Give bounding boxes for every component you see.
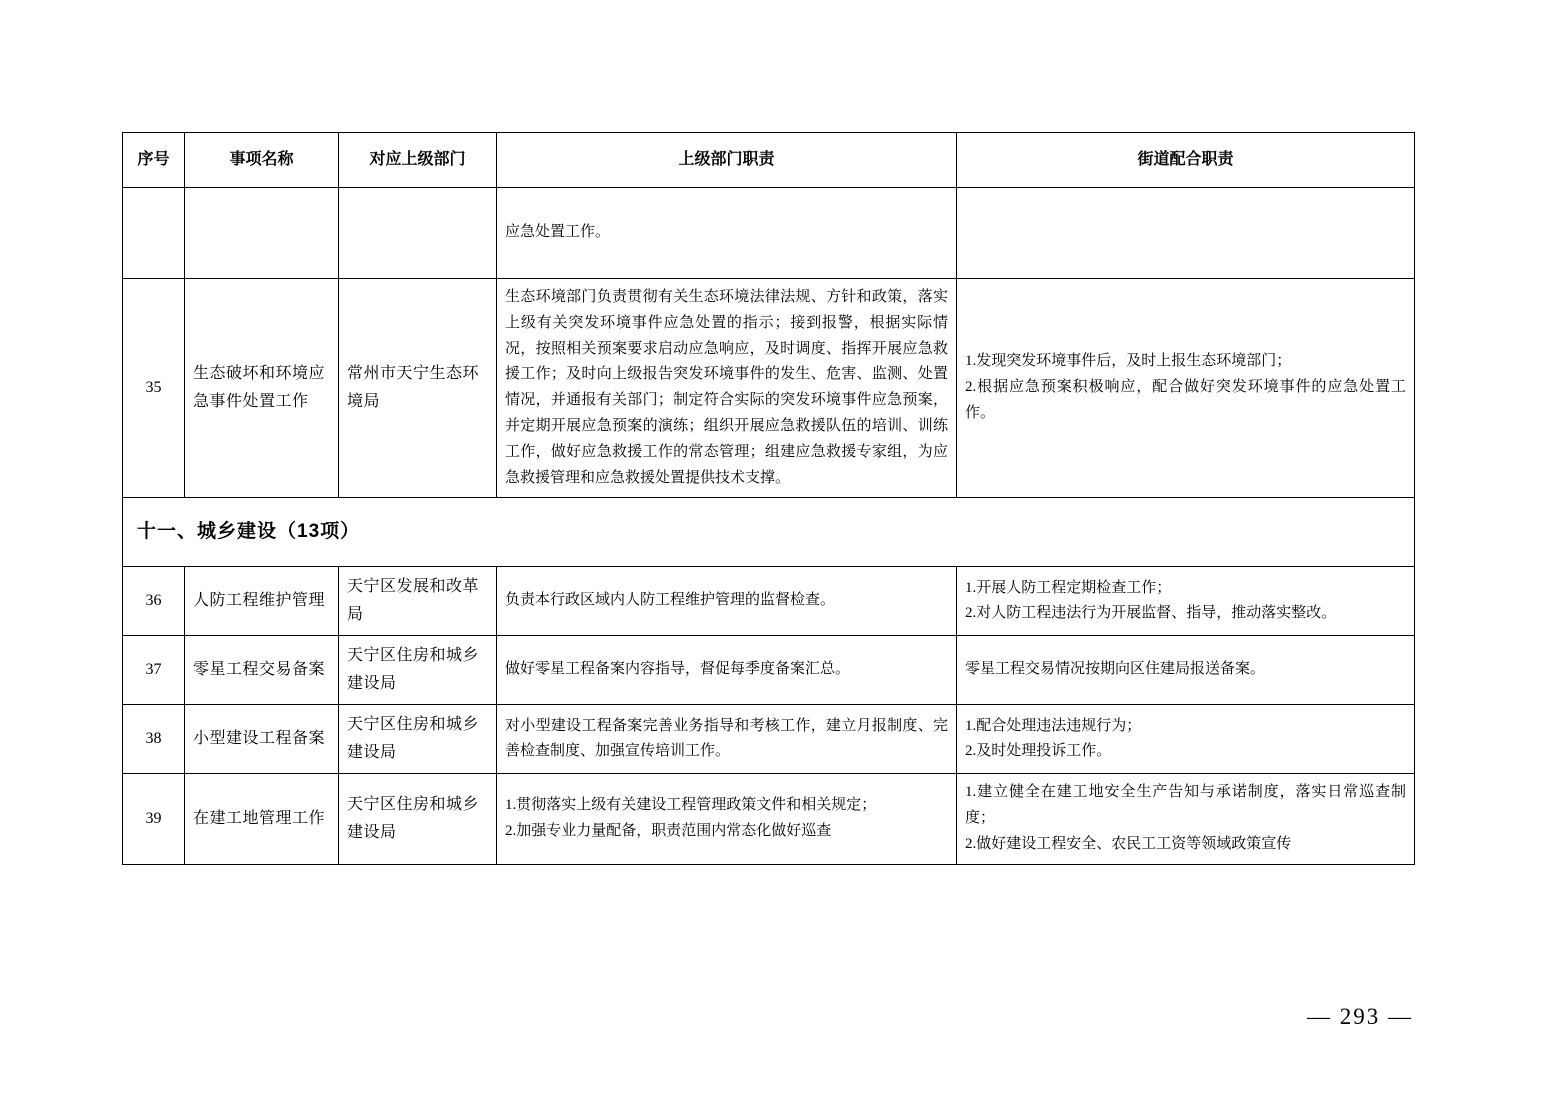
- cell-dept: 常州市天宁生态环境局: [339, 279, 497, 498]
- cell-seq: 35: [123, 279, 185, 498]
- column-header-seq: 序号: [123, 133, 185, 188]
- section-title: 十一、城乡建设: [137, 520, 278, 542]
- cell-name: 人防工程维护管理: [185, 567, 339, 636]
- section-heading-row: [123, 498, 1415, 567]
- cell-seq: [123, 188, 185, 279]
- table-row: [123, 636, 1415, 705]
- table-row: [123, 567, 1415, 636]
- cell-seq: 39: [123, 774, 185, 864]
- cell-street: 1.发现突发环境事件后，及时上报生态环境部门； 2.根据应急预案积极响应，配合做好突发环境事件的应急处置工作。: [957, 279, 1415, 498]
- cell-dept: 天宁区住房和城乡建设局: [339, 705, 497, 774]
- cell-duty: 生态环境部门负责贯彻有关生态环境法律法规、方针和政策，落实上级有关突发环境事件应急处置的指示；接到报警，根据实际情况，按照相关预案要求启动应急响应，及时调度、指挥开展应急救援工作；及时向上级报告突发环境事件的发生、危害、监测、处置情况，并通报有关部门；制定符合实际的突发环境事件应急预案，并定期开展应急预案的演练；组织开展应急救援队伍的培训、训练工作，做好应急救援工作的常态管理；组建应急救援专家组，为应急救援管理和应急救援处置提供技术支撑。: [497, 279, 957, 498]
- cell-name: 生态破坏和环境应急事件处置工作: [185, 279, 339, 498]
- cell-street: 1.配合处理违法违规行为； 2.及时处理投诉工作。: [957, 705, 1415, 774]
- section-heading-cell: [123, 498, 1415, 567]
- cell-dept: 天宁区发展和改革局: [339, 567, 497, 636]
- column-header-duty: 上级部门职责: [497, 133, 957, 188]
- table-row: [123, 705, 1415, 774]
- table-row-continued: [123, 188, 1415, 279]
- cell-name: 小型建设工程备案: [185, 705, 339, 774]
- cell-street: 1.建立健全在建工地安全生产告知与承诺制度，落实日常巡查制度； 2.做好建设工程安全、农民工工资等领域政策宣传: [957, 774, 1415, 864]
- cell-seq: 36: [123, 567, 185, 636]
- cell-duty: 负责本行政区域内人防工程维护管理的监督检查。: [497, 567, 957, 636]
- cell-name: [185, 188, 339, 279]
- section-count: （13项）: [277, 520, 361, 542]
- column-header-name: 事项名称: [185, 133, 339, 188]
- cell-street: 1.开展人防工程定期检查工作； 2.对人防工程违法行为开展监督、指导，推动落实整改。: [957, 567, 1415, 636]
- cell-dept: [339, 188, 497, 279]
- cell-duty: 应急处置工作。: [497, 188, 957, 279]
- cell-dept: 天宁区住房和城乡建设局: [339, 774, 497, 864]
- cell-dept: 天宁区住房和城乡建设局: [339, 636, 497, 705]
- cell-seq: 38: [123, 705, 185, 774]
- column-header-dept: 对应上级部门: [339, 133, 497, 188]
- cell-name: 零星工程交易备案: [185, 636, 339, 705]
- cell-duty: 做好零星工程备案内容指导，督促每季度备案汇总。: [497, 636, 957, 705]
- cell-street: [957, 188, 1415, 279]
- table-header-row: [123, 133, 1415, 188]
- cell-street: 零星工程交易情况按期向区住建局报送备案。: [957, 636, 1415, 705]
- cell-seq: 37: [123, 636, 185, 705]
- table-row: [123, 279, 1415, 498]
- cell-name: 在建工地管理工作: [185, 774, 339, 864]
- table-body: [123, 188, 1415, 865]
- responsibility-table: [122, 132, 1415, 865]
- table-row: [123, 774, 1415, 864]
- page-number: — 293 —: [1307, 1004, 1413, 1029]
- column-header-street: 街道配合职责: [957, 133, 1415, 188]
- table-header: [123, 133, 1415, 188]
- cell-duty: 1.贯彻落实上级有关建设工程管理政策文件和相关规定； 2.加强专业力量配备，职责范围内常态化做好巡查: [497, 774, 957, 864]
- cell-duty: 对小型建设工程备案完善业务指导和考核工作，建立月报制度、完善检查制度、加强宣传培训工作。: [497, 705, 957, 774]
